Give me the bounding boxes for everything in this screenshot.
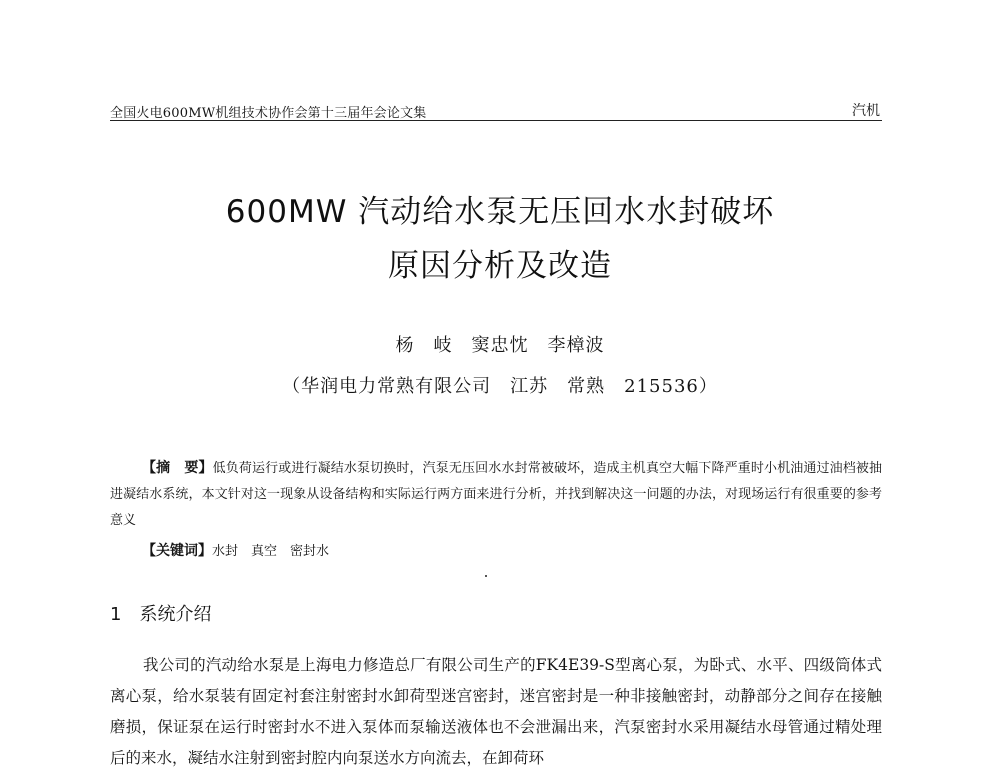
paper-title-line1: 600MW 汽动给水泵无压回水水封破坏 bbox=[225, 194, 775, 230]
header-proceedings-title: 全国火电600MW机组技术协作会第十三届年会论文集 bbox=[110, 106, 427, 121]
scan-speck bbox=[485, 575, 487, 577]
paper-title-line2: 原因分析及改造 bbox=[388, 248, 612, 284]
authors: 杨 岐 窦忠忱 李樟波 bbox=[395, 335, 605, 356]
abstract-label: 【摘 要】 bbox=[142, 460, 213, 476]
section-number: 1 bbox=[110, 604, 122, 625]
keywords-label: 【关键词】 bbox=[142, 543, 212, 559]
keywords bbox=[110, 538, 882, 565]
affiliation: （华润电力常熟有限公司 江苏 常熟 215536） bbox=[282, 376, 718, 397]
section-heading bbox=[110, 600, 211, 626]
header-category: 汽机 bbox=[852, 103, 880, 119]
abstract-block bbox=[110, 455, 882, 565]
abstract bbox=[110, 455, 882, 534]
body-paragraph: 我公司的汽动给水泵是上海电力修造总厂有限公司生产的FK4E39-S型离心泵，为卧式、水平、四级筒体式离心泵，给水泵装有固定衬套注射密封水卸荷型迷宫密封，迷宫密封是一种非接触密封，动静部分之间存在接触磨损，保证泵在运行时密封水不进入泵体而泵输送液体也不会泄漏出来，汽泵密封水采用凝结水母管通过精处理后的来水，凝结水注射到密封腔内向泵送水方向流去，在卸荷环 bbox=[110, 656, 882, 767]
abstract-text: 低负荷运行或进行凝结水泵切换时，汽泵无压回水水封常被破坏，造成主机真空大幅下降严重时小机油通过油档被抽进凝结水系统，本文针对这一现象从设备结构和实际运行两方面来进行分析，并找到解决这一问题的办法，对现场运行有很重要的参考意义 bbox=[110, 461, 882, 528]
body-text bbox=[110, 650, 882, 774]
keywords-text: 水封 真空 密封水 bbox=[212, 544, 330, 559]
running-header bbox=[110, 100, 882, 121]
section-title: 系统介绍 bbox=[139, 604, 212, 625]
